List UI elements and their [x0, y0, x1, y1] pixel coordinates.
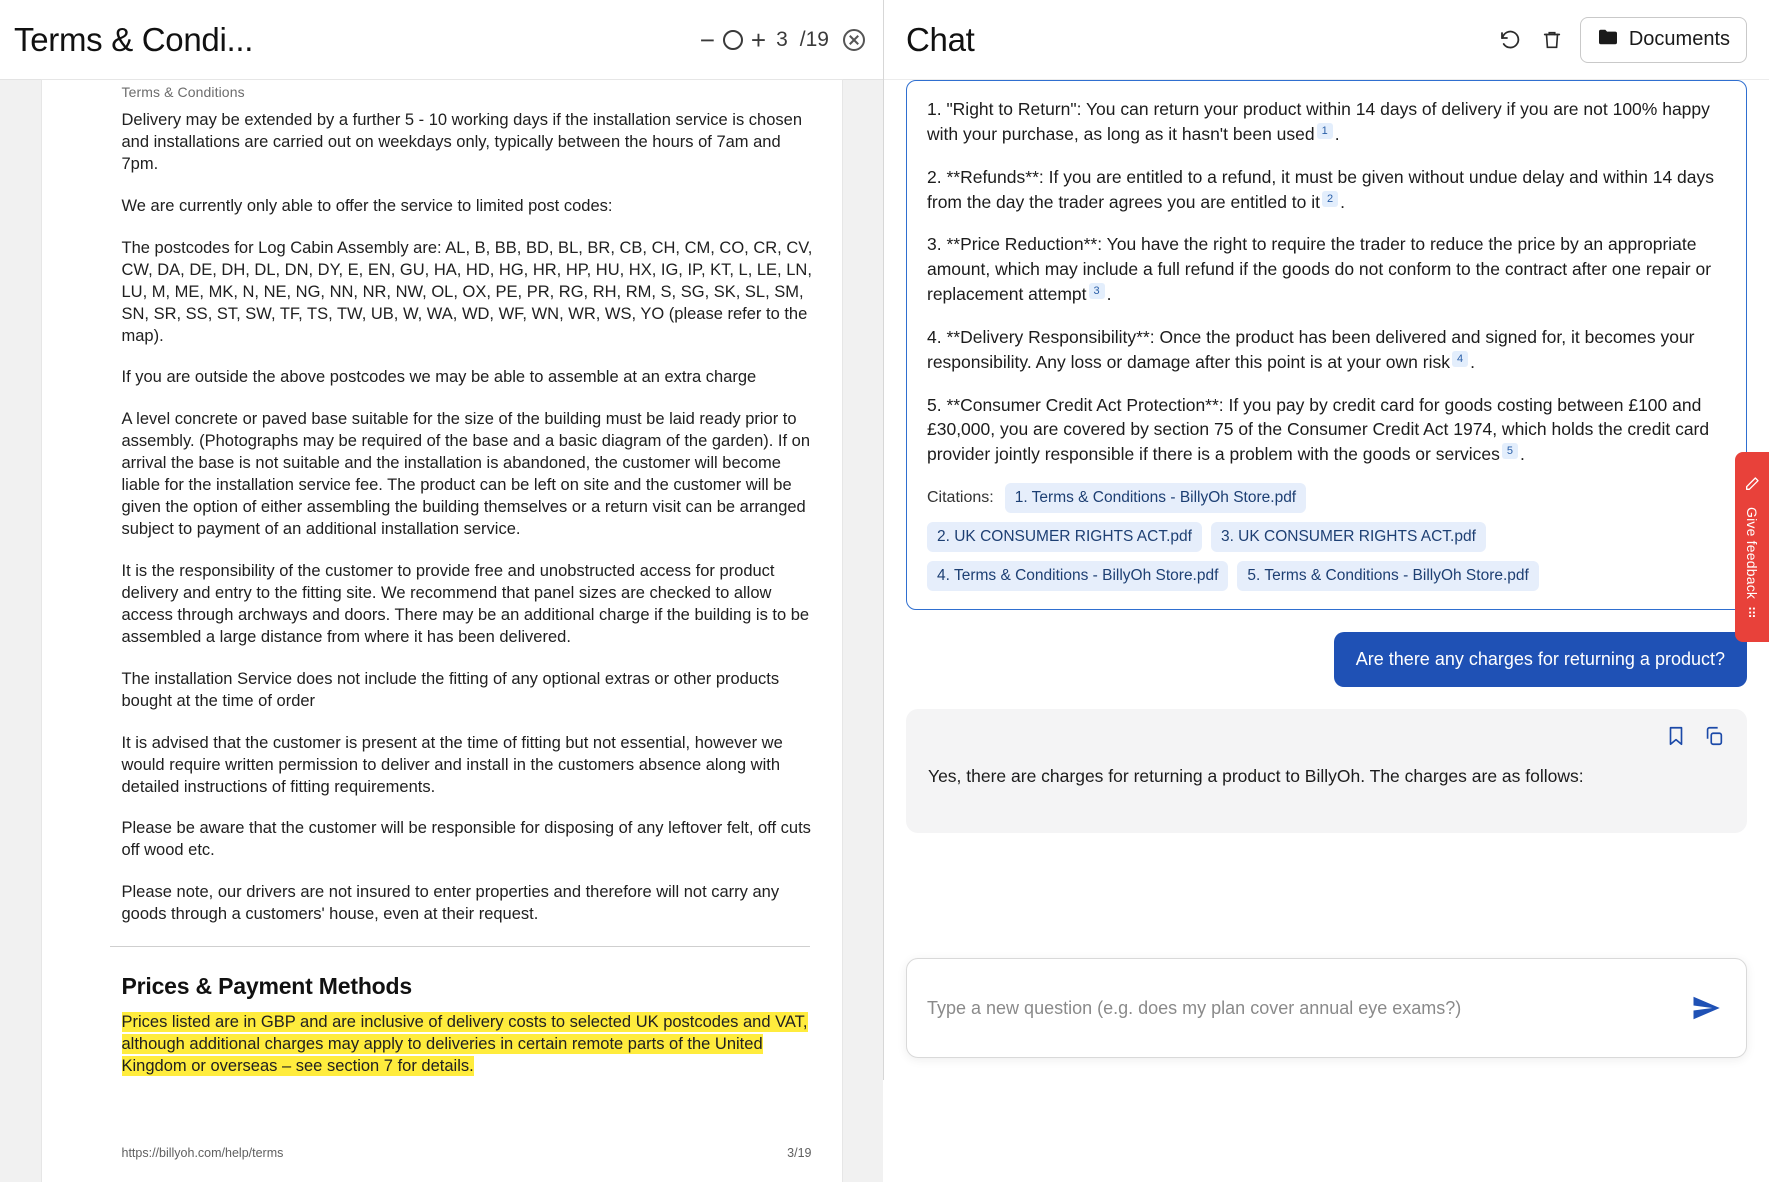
doc-footer-url: https://billyoh.com/help/terms: [121, 1146, 284, 1160]
user-message-bubble: Are there any charges for returning a product?: [1334, 632, 1747, 687]
citations-row: [927, 522, 1726, 552]
bot-list-item-text: 2. **Refunds**: If you are entitled to a refund, it must be given without undue delay and within 14 days from the day the trader agrees you are entitled to it: [927, 166, 1715, 212]
citations-row: [927, 561, 1726, 591]
citations-label: Citations:: [927, 489, 994, 507]
doc-paragraph: A level concrete or paved base suitable for the size of the building must be laid ready prior to assembly. (Photographs may be required of the base and a basic diagram of the garden). If on arrival the base is not suitable and the installation is abandoned, the customer will become liable for the installation service fee. The product can be left on site and the customer will be given the option of either assembling the building themselves or a return visit can be arranged subject to payment of an additional installation service.: [121, 410, 811, 539]
chat-message-list[interactable]: [884, 80, 1769, 1080]
pdf-scroll-area[interactable]: [0, 80, 883, 1182]
bot-list-item-text: 1. "Right to Return": You can return your product within 14 days of delivery if you are not 100% happy with your purchase, as long as it hasn't been used: [927, 99, 1710, 144]
chat-title: Chat: [906, 20, 975, 58]
doc-paragraph: Please be aware that the customer will be responsible for disposing of any leftover felt, off cuts off wood etc.: [121, 819, 811, 860]
citation-ref[interactable]: 2: [1322, 191, 1338, 207]
citations-row: [927, 483, 1726, 513]
bot-list-item-text: 5. **Consumer Credit Act Protection**: If you pay by credit card for goods costing between £100 and £30,000, you are covered by section 75 of the Consumer Credit Act 1974, which holds the credit card provider jointly responsible if there is a problem with the goods or services: [927, 394, 1710, 465]
bot-list-item-tail: .: [1334, 123, 1340, 144]
bot-list-item: [927, 393, 1726, 468]
bot-list-item-tail: .: [1106, 284, 1112, 305]
section-divider: [110, 946, 810, 947]
chat-pane: [884, 0, 1769, 1080]
doc-footer-page: 3/19: [787, 1146, 812, 1160]
pdf-page: [42, 80, 842, 1182]
citation-chip[interactable]: 3. UK CONSUMER RIGHTS ACT.pdf: [1211, 522, 1486, 552]
bot-list-item-text: 4. **Delivery Responsibility**: Once the product has been delivered and signed for, it becomes your responsibility. Any loss or damage after this point is at your own risk: [927, 326, 1695, 372]
close-icon[interactable]: [843, 29, 865, 51]
citation-chip[interactable]: 1. Terms & Conditions - BillyOh Store.pdf: [1005, 483, 1306, 513]
zoom-out-button[interactable]: −: [699, 24, 715, 55]
citation-ref[interactable]: 1: [1317, 123, 1333, 139]
bot-list-item-tail: .: [1470, 351, 1475, 372]
give-feedback-tab[interactable]: [1735, 452, 1769, 642]
assistant-answer-text: Yes, there are charges for returning a product to BillyOh. The charges are as follows:: [928, 766, 1584, 787]
folder-icon: [1597, 28, 1619, 52]
bookmark-icon[interactable]: [1665, 725, 1687, 752]
documents-button[interactable]: [1580, 17, 1747, 63]
trash-icon[interactable]: [1538, 26, 1566, 54]
assistant-answer-card: [906, 709, 1747, 833]
doc-running-head: Terms & Conditions: [121, 84, 245, 100]
doc-footer: [122, 1098, 832, 1182]
bot-list-item-tail: .: [1340, 191, 1345, 212]
answer-actions: [928, 725, 1725, 752]
current-page-number: 3: [776, 27, 788, 51]
doc-body: [122, 100, 832, 1078]
doc-paragraph: It is the responsibility of the customer to provide free and unobstructed access for product delivery and entry to the fitting site. We recommend that panel sizes are checked to allow access through archways and doors. There may be an additional charge if the building is to be assembled a large distance from where it has been delivered.: [121, 562, 810, 646]
citation-ref[interactable]: 4: [1452, 351, 1468, 367]
zoom-reset-icon[interactable]: [723, 30, 743, 50]
doc-paragraph: The installation Service does not include the fitting of any optional extras or other products bought at the time of order: [121, 669, 780, 710]
pencil-icon: [1744, 476, 1760, 497]
pdf-toolbar-actions: [699, 24, 865, 55]
bot-list-item: [927, 325, 1726, 375]
citation-chip[interactable]: 4. Terms & Conditions - BillyOh Store.pdf: [927, 561, 1228, 591]
doc-paragraph: It is advised that the customer is present at the time of fitting but not essential, however we would require written permission to deliver and install in the customers absence along with detailed instructions of fitting requirements.: [121, 733, 783, 796]
highlight-span: Prices listed are in GBP and are inclusive of delivery costs to selected UK postcodes and VAT, although additional charges may apply to deliveries in certain remote parts of the United Kingdom or overseas – see section 7 for details.: [121, 1013, 808, 1076]
zoom-in-button[interactable]: +: [750, 24, 767, 55]
doc-paragraph: We are currently only able to offer the service to limited post codes:: [121, 196, 613, 215]
documents-button-label: Documents: [1628, 28, 1730, 50]
doc-paragraph: The postcodes for Log Cabin Assembly are: AL, B, BB, BD, BL, BR, CB, CH, CM, CO, CR, CV, CW, DA, DE, DH, DL, DN, DY, E, EN, GU, HA, HD, HG, HR, HP, HU, HX, IG, IP, KT, L, LE, LN, LU, M, ME, MK, N, NE, NG, NN, NR, NW, OL, OX, PE, PR, RG, RH, RM, S, SG, SK, SL, SM, SN, SR, SS, ST, SW, TF, TS, TW, UB, W, WA, WD, WF, WN, WR, WS, YO (please refer to the map).: [121, 238, 813, 345]
bot-message-card: [906, 80, 1747, 610]
citation-chip[interactable]: 5. Terms & Conditions - BillyOh Store.pdf: [1237, 561, 1538, 591]
bot-list-item: [927, 165, 1726, 215]
pdf-viewer-pane: [0, 0, 884, 1160]
citation-chip[interactable]: 2. UK CONSUMER RIGHTS ACT.pdf: [927, 522, 1202, 552]
pdf-toolbar: [0, 0, 883, 80]
citation-ref[interactable]: 5: [1502, 443, 1518, 459]
page-total-label: /19: [799, 27, 829, 51]
copy-icon[interactable]: [1703, 725, 1725, 752]
composer-wrapper: [906, 958, 1747, 1058]
chat-toolbar: [884, 0, 1769, 80]
bot-list-item-text: 3. **Price Reduction**: You have the right to require the trader to reduce the price by an appropriate amount, which may include a full refund if the goods do not conform to the contract after one repair or replacement attempt: [927, 234, 1712, 305]
undo-icon[interactable]: [1496, 26, 1524, 54]
bot-list-item: [927, 97, 1726, 147]
composer[interactable]: [906, 958, 1747, 1058]
chat-toolbar-actions: [1496, 17, 1747, 63]
doc-paragraph: Please note, our drivers are not insured to enter properties and therefore will not carry any goods through a customers' house, even at their request.: [121, 883, 780, 924]
chat-input[interactable]: [925, 997, 1684, 1020]
give-feedback-label: Give feedback: [1744, 507, 1760, 600]
doc-highlighted-paragraph: [122, 1012, 822, 1078]
doc-section-heading: Prices & Payment Methods: [121, 973, 412, 1000]
drag-handle-icon[interactable]: ⠿: [1747, 605, 1757, 621]
bot-list-item-tail: .: [1520, 444, 1525, 465]
pdf-title: Terms & Condi...: [14, 20, 254, 58]
bot-list-item: [927, 232, 1726, 307]
doc-paragraph: If you are outside the above postcodes we may be able to assemble at an extra charge: [121, 368, 757, 387]
zoom-controls: [699, 24, 788, 55]
citation-ref[interactable]: 3: [1089, 283, 1105, 299]
send-icon[interactable]: [1684, 986, 1728, 1030]
user-message-row: [906, 632, 1747, 687]
doc-paragraph: Delivery may be extended by a further 5 - 10 working days if the installation service is chosen and installations are carried out on weekdays only, typically between the hours of 7am and 7pm.: [121, 111, 803, 173]
